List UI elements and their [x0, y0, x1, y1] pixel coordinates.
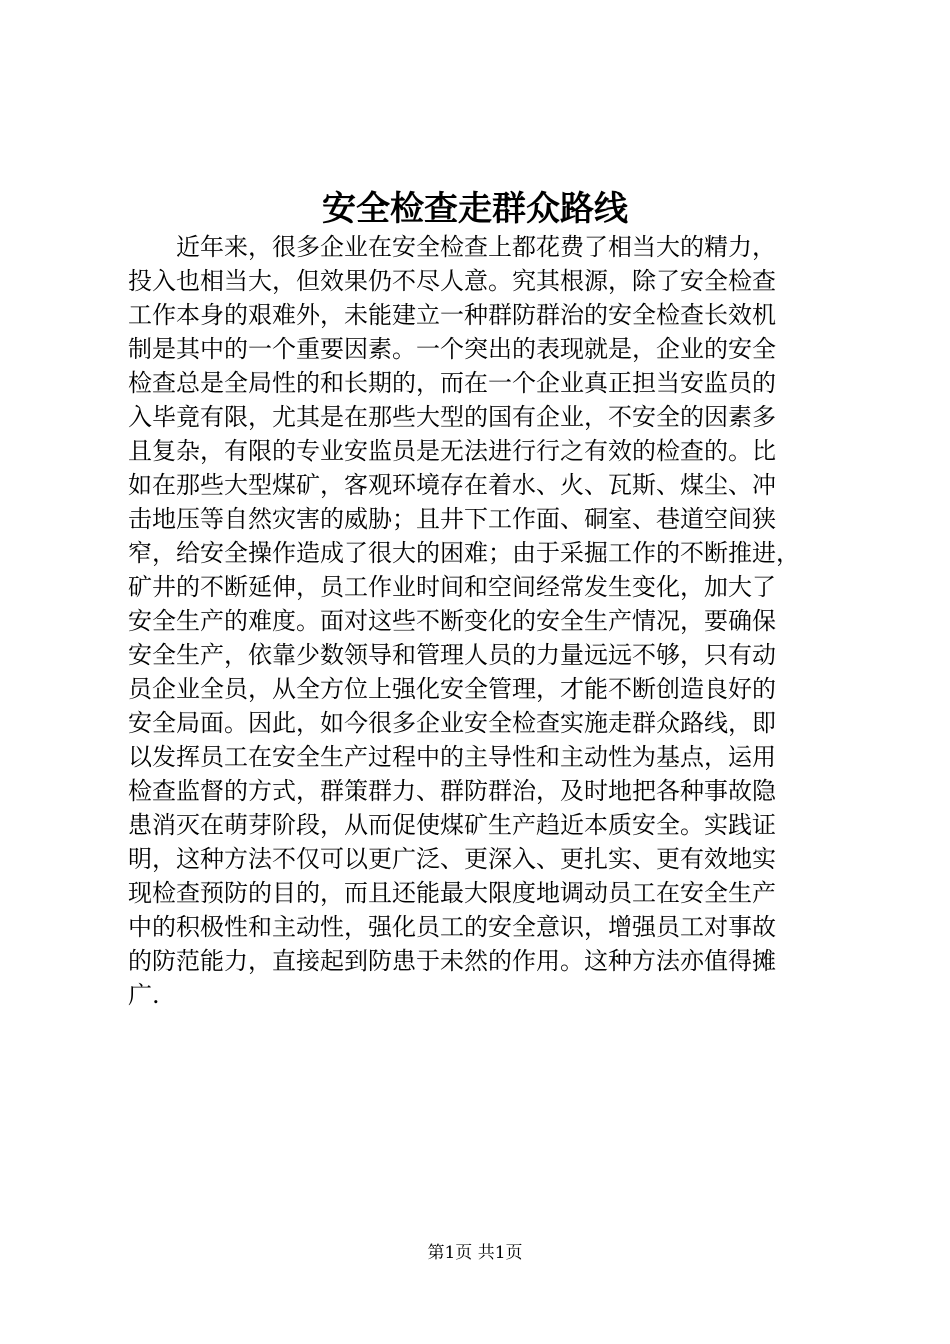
text-line: 以发挥员工在安全生产过程中的主导性和主动性为基点，运用: [128, 743, 776, 771]
text-line: 的防范能力，直接起到防患于未然的作用。这种方法亦值得摊: [128, 947, 776, 975]
text-line: 安全生产的难度。面对这些不断变化的安全生产情况，要确保: [128, 607, 776, 635]
text-line: 投入也相当大，但效果仍不尽人意。究其根源，除了安全检查: [128, 267, 776, 295]
text-line: 工作本身的艰难外，未能建立一种群防群治的安全检查长效机: [128, 301, 776, 329]
text-line: 现检查预防的目的，而且还能最大限度地调动员工在安全生产: [128, 879, 776, 907]
text-line: 窄，给安全操作造成了很大的困难；由于采掘工作的不断推进，: [128, 539, 800, 567]
page-title: 安全检查走群众路线: [322, 189, 628, 229]
text-line: 广.: [128, 981, 160, 1009]
text-line: 中的积极性和主动性，强化员工的安全意识，增强员工对事故: [128, 913, 776, 941]
text-line: 安全生产，依靠少数领导和管理人员的力量远远不够，只有动: [128, 641, 776, 669]
page-number-footer: 第1页 共1页: [427, 1243, 523, 1263]
text-line: 入毕竟有限，尤其是在那些大型的国有企业，不安全的因素多: [128, 403, 776, 431]
text-line: 近年来，很多企业在安全检查上都花费了相当大的精力，: [128, 233, 776, 261]
text-line: 检查监督的方式，群策群力、群防群治，及时地把各种事故隐: [128, 777, 776, 805]
text-line: 安全局面。因此，如今很多企业安全检查实施走群众路线，即: [128, 709, 776, 737]
text-line: 制是其中的一个重要因素。一个突出的表现就是，企业的安全: [128, 335, 776, 363]
text-line: 矿井的不断延伸，员工作业时间和空间经常发生变化，加大了: [128, 573, 776, 601]
text-line: 检查总是全局性的和长期的，而在一个企业真正担当安监员的: [128, 369, 776, 397]
body-paragraph: [128, 230, 848, 1012]
text-line: 员企业全员，从全方位上强化安全管理，才能不断创造良好的: [128, 675, 776, 703]
text-line: 明，这种方法不仅可以更广泛、更深入、更扎实、更有效地实: [128, 845, 776, 873]
text-line: 且复杂，有限的专业安监员是无法进行行之有效的检查的。比: [128, 437, 776, 465]
text-line: 击地压等自然灾害的威胁；且井下工作面、硐室、巷道空间狭: [128, 505, 776, 533]
text-line: 如在那些大型煤矿，客观环境存在着水、火、瓦斯、煤尘、冲: [128, 471, 776, 499]
text-line: 患消灭在萌芽阶段，从而促使煤矿生产趋近本质安全。实践证: [128, 811, 776, 839]
